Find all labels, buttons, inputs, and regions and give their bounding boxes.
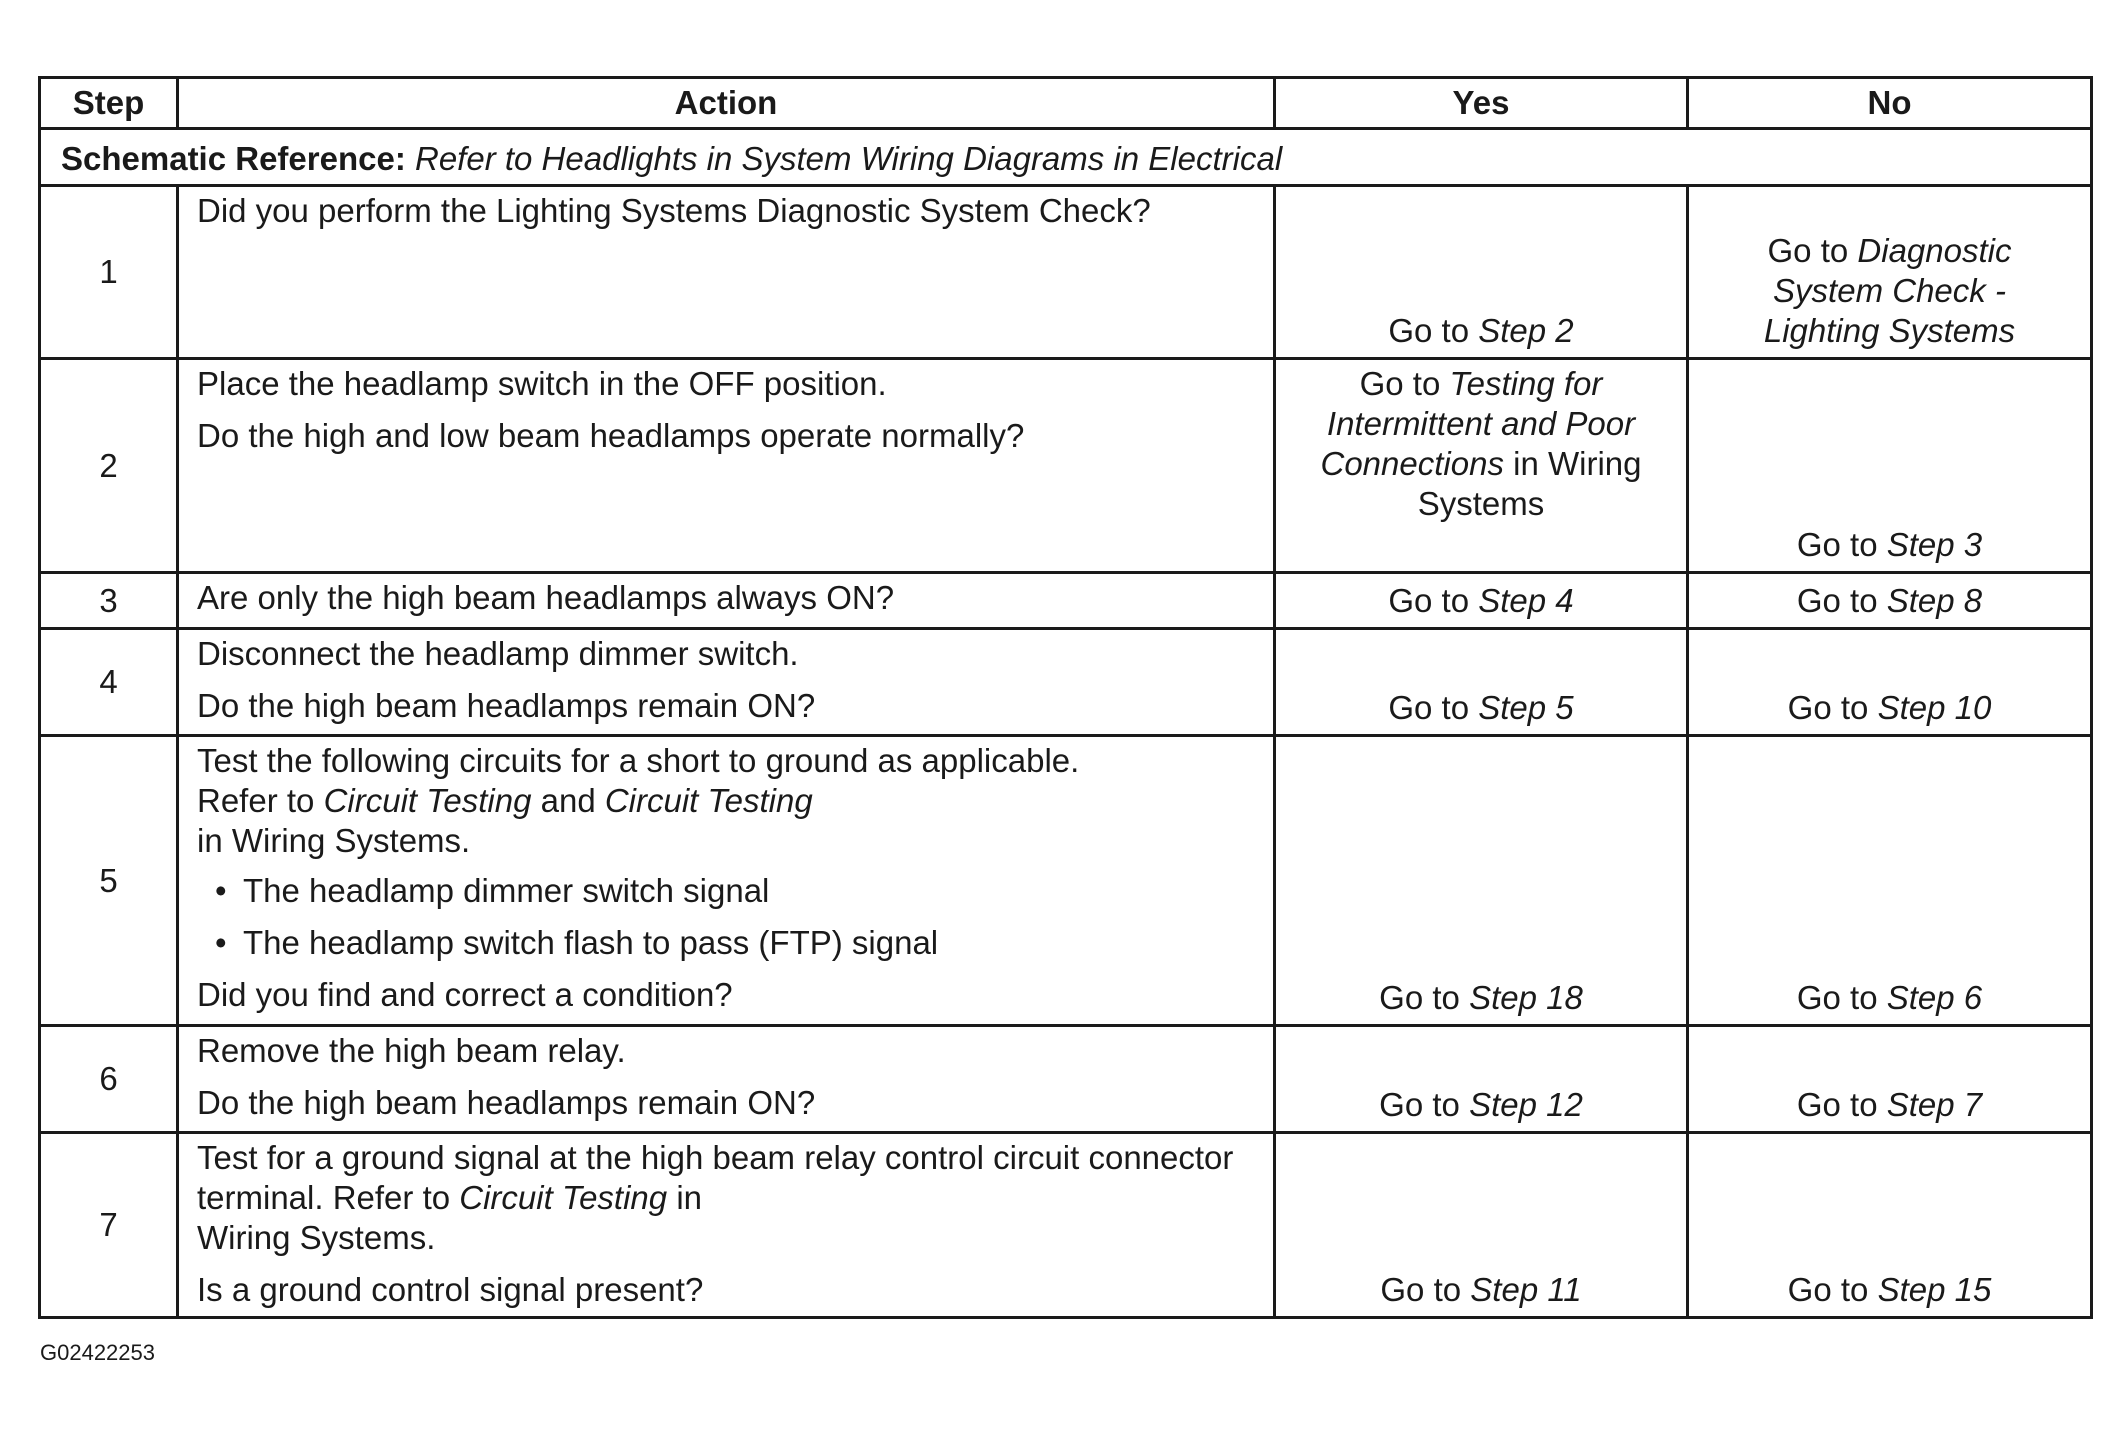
action-text: Do the high beam headlamps remain ON? [197, 1084, 816, 1121]
action-question: Did you find and correct a condition? [197, 976, 733, 1013]
step-number: 1 [40, 186, 178, 359]
schematic-reference [40, 129, 2092, 186]
header-step: Step [40, 78, 178, 129]
no-cell [1688, 1026, 2092, 1133]
yes-cell [1275, 1133, 1688, 1318]
action-text: Test the following circuits for a short to ground as applicable. [197, 742, 1080, 779]
action-text: Place the headlamp switch in the OFF position. [197, 365, 887, 402]
diagnostic-table [38, 76, 2093, 1319]
action-cell [178, 736, 1275, 1026]
action-question: Is a ground control signal present? [197, 1271, 704, 1308]
no-cell [1688, 629, 2092, 736]
no-link[interactable]: Step 6 [1886, 979, 1983, 1016]
action-text: Do the high beam headlamps remain ON? [197, 687, 816, 724]
header-yes: Yes [1275, 78, 1688, 129]
list-item: • The headlamp dimmer switch signal [243, 871, 1259, 911]
action-text: Are only the high beam headlamps always ON? [197, 579, 895, 616]
yes-link[interactable]: Step 11 [1470, 1271, 1582, 1308]
header-row [40, 78, 2092, 129]
yes-link[interactable]: Step 2 [1478, 312, 1574, 349]
no-cell [1688, 359, 2092, 573]
yes-prefix: Go to [1388, 582, 1470, 619]
action-cell [178, 573, 1275, 629]
table-row [40, 736, 2092, 1026]
action-cell [178, 1026, 1275, 1133]
action-text: Do the high and low beam headlamps operate normally? [197, 417, 1025, 454]
table-row [40, 186, 2092, 359]
schematic-text: Refer to Headlights in System Wiring Diagrams in Electrical [415, 140, 1283, 177]
circuit-testing-link[interactable]: Circuit Testing [323, 782, 532, 819]
yes-link[interactable]: Step 18 [1469, 979, 1583, 1016]
action-text: Wiring Systems. [197, 1219, 436, 1256]
action-intro [197, 741, 1259, 861]
yes-prefix: Go to [1379, 1086, 1460, 1123]
action-cell [178, 1133, 1275, 1318]
figure-id: G02422253 [40, 1340, 155, 1365]
yes-cell [1275, 359, 1688, 573]
action-text: Test for a ground signal at the high beam relay control circuit connector terminal. Refer to [197, 1139, 1234, 1216]
circuit-testing-link[interactable]: Circuit Testing [459, 1179, 668, 1216]
header-no: No [1688, 78, 2092, 129]
action-text: in Wiring Systems. [197, 822, 471, 859]
step-number: 5 [40, 736, 178, 1026]
action-text: Refer to [197, 782, 315, 819]
circuit-list [197, 871, 1259, 963]
action-cell [178, 629, 1275, 736]
yes-prefix: Go to [1379, 979, 1460, 1016]
action-text: and [540, 782, 596, 819]
yes-prefix: Go to [1388, 689, 1470, 726]
no-cell [1688, 186, 2092, 359]
yes-cell [1275, 573, 1688, 629]
circuit-testing-link[interactable]: Circuit Testing [604, 782, 813, 819]
yes-prefix: Go to [1359, 365, 1441, 402]
no-prefix: Go to [1787, 689, 1869, 726]
no-prefix: Go to [1796, 526, 1878, 563]
table-row [40, 629, 2092, 736]
no-cell [1688, 573, 2092, 629]
no-link[interactable]: Step 7 [1886, 1086, 1983, 1123]
no-link[interactable]: Step 15 [1877, 1271, 1992, 1308]
table-row [40, 1133, 2092, 1318]
no-prefix: Go to [1787, 1271, 1869, 1308]
yes-suffix: in Wiring Systems [1417, 445, 1642, 522]
schematic-row [40, 129, 2092, 186]
no-link[interactable]: Diagnostic System Check - Lighting Systems [1763, 232, 2016, 349]
yes-prefix: Go to [1380, 1271, 1462, 1308]
step-number: 6 [40, 1026, 178, 1133]
yes-link[interactable]: Step 5 [1478, 689, 1574, 726]
list-item: • The headlamp switch flash to pass (FTP) signal [243, 923, 1259, 963]
yes-link[interactable]: Step 4 [1478, 582, 1574, 619]
action-cell [178, 186, 1275, 359]
header-action: Action [178, 78, 1275, 129]
action-text: Did you perform the Lighting Systems Diagnostic System Check? [197, 192, 1151, 229]
no-prefix: Go to [1796, 582, 1878, 619]
action-intro [197, 1138, 1259, 1258]
no-prefix: Go to [1767, 232, 1849, 269]
no-prefix: Go to [1796, 979, 1878, 1016]
yes-prefix: Go to [1388, 312, 1470, 349]
step-number: 3 [40, 573, 178, 629]
no-link[interactable]: Step 10 [1877, 689, 1992, 726]
step-number: 2 [40, 359, 178, 573]
action-text: in [676, 1179, 702, 1216]
action-text: Disconnect the headlamp dimmer switch. [197, 635, 799, 672]
yes-cell [1275, 1026, 1688, 1133]
yes-cell [1275, 186, 1688, 359]
yes-cell [1275, 736, 1688, 1026]
table-row [40, 573, 2092, 629]
no-cell [1688, 1133, 2092, 1318]
schematic-label: Schematic Reference: [61, 140, 406, 177]
no-link[interactable]: Step 3 [1886, 526, 1983, 563]
yes-link[interactable]: Step 12 [1469, 1086, 1583, 1123]
no-cell [1688, 736, 2092, 1026]
yes-cell [1275, 629, 1688, 736]
no-link[interactable]: Step 8 [1886, 582, 1983, 619]
action-text: Remove the high beam relay. [197, 1032, 626, 1069]
yes-link[interactable]: Testing for Intermittent and Poor Connections [1320, 365, 1636, 482]
step-number: 4 [40, 629, 178, 736]
table-row [40, 1026, 2092, 1133]
no-prefix: Go to [1796, 1086, 1878, 1123]
action-cell [178, 359, 1275, 573]
step-number: 7 [40, 1133, 178, 1318]
table-row [40, 359, 2092, 573]
